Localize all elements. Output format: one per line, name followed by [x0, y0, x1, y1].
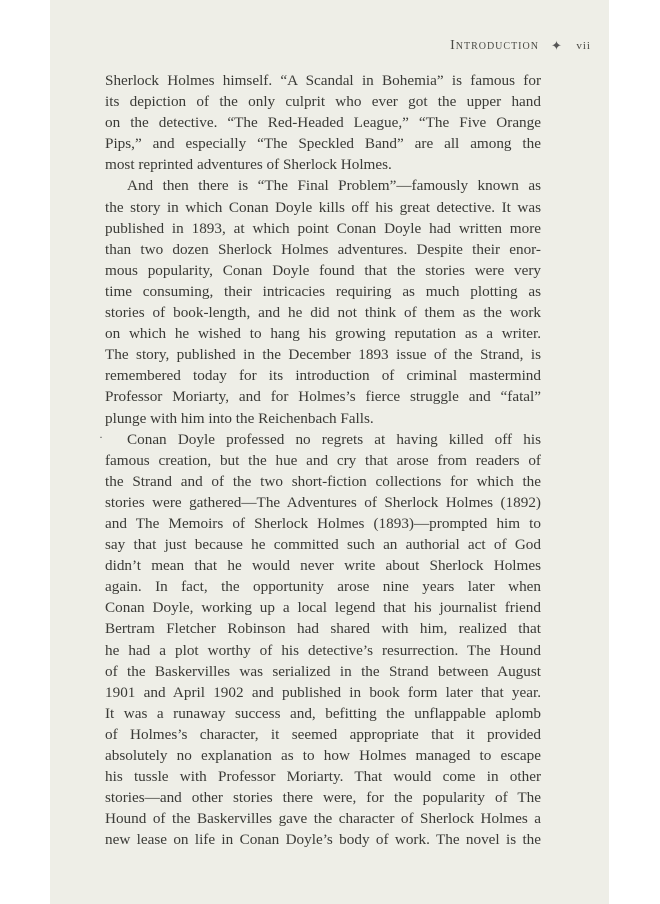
text-line: stories—and other stories there were, for the popularity of The: [105, 789, 541, 807]
running-header: [450, 38, 591, 54]
text-line: the story in which Conan Doyle kills off his great detective. It was: [105, 198, 541, 216]
text-line: of the Baskervilles was serialized in the Strand between August: [105, 662, 541, 680]
text-line: Bertram Fletcher Robinson had shared with him, realized that: [105, 620, 541, 638]
text-line: time consuming, their intricacies requiring as much plotting as: [105, 282, 541, 300]
book-page: [50, 0, 609, 904]
text-line: stories of book-length, and he did not think of them as the work: [105, 304, 541, 322]
text-line: published in 1893, at which point Conan Doyle had written more: [105, 219, 541, 237]
text-line: Professor Moriarty, and for Holmes’s fierce struggle and “fatal”: [105, 388, 541, 406]
text-line: the Strand and of the two short-fiction collections for which the: [105, 472, 541, 490]
text-line: than two dozen Sherlock Holmes adventures. Despite their enor-: [105, 240, 541, 258]
chapter-title: Introduction: [450, 38, 539, 53]
text-line: Conan Doyle professed no regrets at having killed off his: [127, 430, 541, 448]
text-line: Sherlock Holmes himself. “A Scandal in Bohemia” is famous for: [105, 72, 541, 89]
text-line: on the detective. “The Red-Headed League,” “The Five Orange: [105, 114, 541, 132]
text-line: and The Memoirs of Sherlock Holmes (1893)—prompted him to: [105, 514, 541, 532]
text-line: his tussle with Professor Moriarty. That would come in other: [105, 768, 541, 786]
text-line: The story, published in the December 1893 issue of the Strand, is: [105, 346, 541, 364]
text-line: 1901 and April 1902 and published in book form later that year.: [105, 683, 541, 701]
text-line: plunge with him into the Reichenbach Falls.: [105, 409, 374, 427]
text-line: didn’t mean that he would never write about Sherlock Holmes: [105, 557, 541, 575]
text-line: say that just because he committed such an authorial act of God: [105, 536, 541, 554]
text-line: absolutely no explanation as to how Holmes managed to escape: [105, 747, 541, 764]
text-line: Conan Doyle, working up a local legend that his journalist friend: [105, 599, 541, 617]
text-line: Pips,” and especially “The Speckled Band” are all among the: [105, 135, 541, 153]
text-line: on which he wished to hang his growing reputation as a writer.: [105, 325, 541, 343]
page-number: vii: [576, 40, 591, 52]
text-line: new lease on life in Conan Doyle’s body of work. The novel is the: [105, 831, 541, 849]
body-text: [99, 70, 541, 850]
margin-mark: ·: [99, 430, 103, 444]
text-line: he had a plot worthy of his detective’s resurrection. The Hound: [105, 641, 541, 659]
text-line: again. In fact, the opportunity arose nine years later when: [105, 578, 541, 596]
text-line: And then there is “The Final Problem”—famously known as: [127, 177, 541, 195]
text-line: famous creation, but the hue and cry that arose from readers of: [105, 451, 541, 469]
text-line: mous popularity, Conan Doyle found that the stories were very: [105, 261, 541, 279]
text-line: remembered today for its introduction of criminal mastermind: [105, 367, 541, 385]
text-line: most reprinted adventures of Sherlock Holmes.: [105, 156, 392, 174]
text-line: of Holmes’s character, it seemed appropriate that it provided: [105, 725, 541, 743]
text-line: It was a runaway success and, befitting the unflappable aplomb: [105, 704, 541, 722]
text-line: its depiction of the only culprit who ever got the upper hand: [105, 93, 541, 111]
ornament-icon: ✦: [550, 38, 563, 53]
text-line: Hound of the Baskervilles gave the character of Sherlock Holmes a: [105, 810, 541, 828]
text-line: stories were gathered—The Adventures of Sherlock Holmes (1892): [105, 493, 541, 511]
